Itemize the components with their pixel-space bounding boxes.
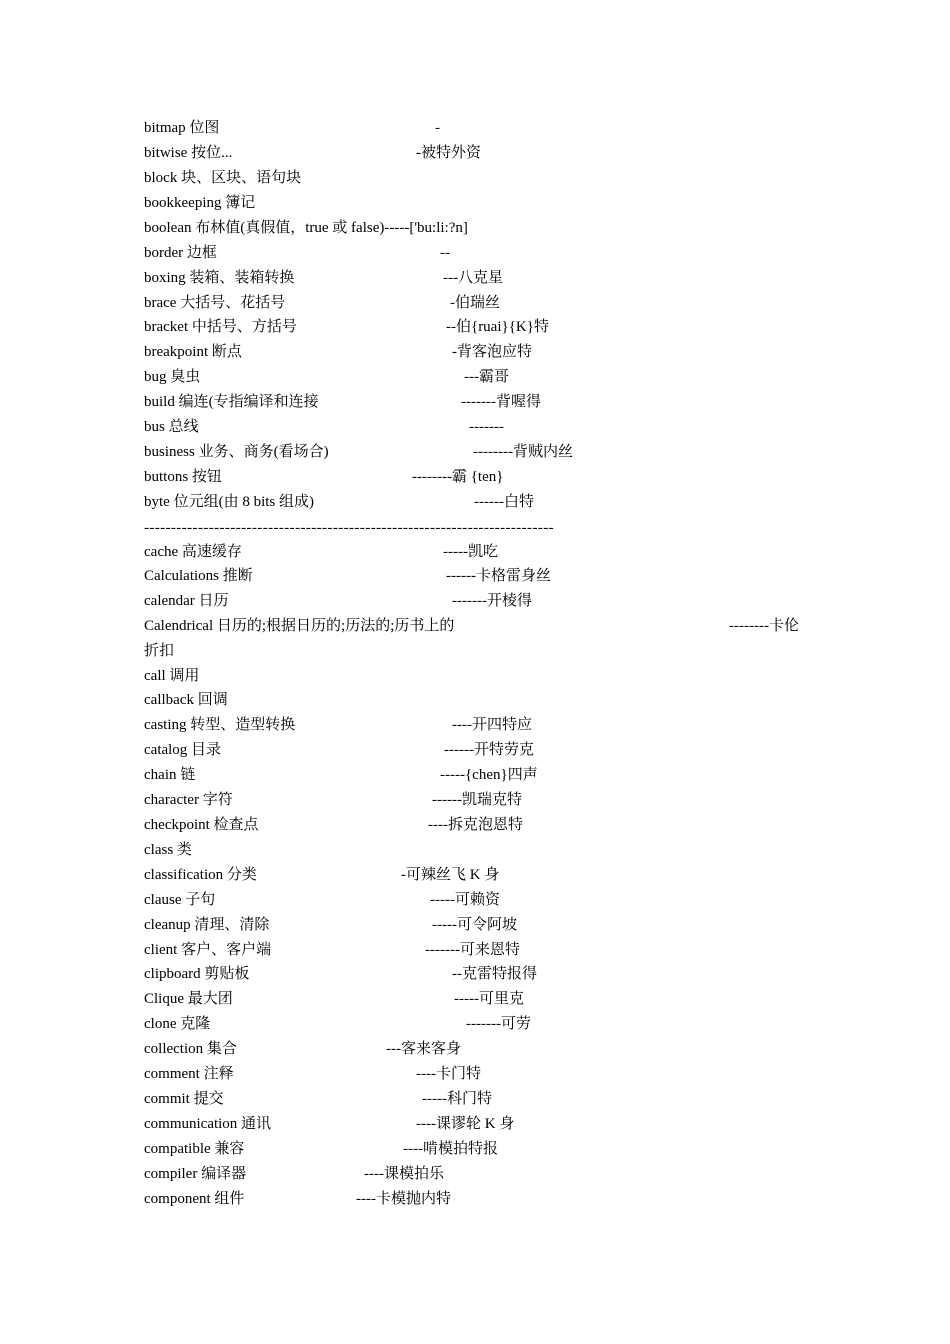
entry-term: bitmap 位图 [144, 120, 220, 136]
entry-pronunciation: --------霸 {ten} [412, 469, 504, 485]
entry-term: 折扣 [144, 643, 175, 659]
entry-term: component 组件 [144, 1191, 245, 1207]
entry-pronunciation: -----科门特 [422, 1091, 492, 1107]
entry-term: boolean 布林值(真假值，true 或 false)-----['bu:li:?n] [144, 220, 468, 236]
entry-term: cleanup 清理、清除 [144, 917, 270, 933]
entry-term: bus 总线 [144, 419, 199, 435]
entry-term: breakpoint 断点 [144, 344, 242, 360]
entry-term: bitwise 按位... [144, 145, 233, 161]
entry-pronunciation: -------开棱得 [452, 593, 532, 609]
entry-term: build 编连(专指编译和连接 [144, 394, 319, 410]
entry-pronunciation: -----凯吃 [443, 544, 498, 560]
entry-term: casting 转型、造型转换 [144, 717, 296, 733]
entry-term: bug 臭虫 [144, 369, 201, 385]
entry-pronunciation: ----卡门特 [416, 1066, 481, 1082]
entry-term: compiler 编译器 [144, 1166, 247, 1182]
entry-term: brace 大括号、花括号 [144, 295, 286, 311]
entry-term: class 类 [144, 842, 192, 858]
entry-term: calendar 日历 [144, 593, 229, 609]
entry-pronunciation: ---客来客身 [386, 1041, 461, 1057]
entry-term: bracket 中括号、方括号 [144, 319, 297, 335]
entry-pronunciation: --------卡伦 [729, 618, 799, 634]
entry-pronunciation: -- [440, 245, 450, 261]
entry-term: chain 链 [144, 767, 196, 783]
entry-term: byte 位元组(由 8 bits 组成) [144, 494, 314, 510]
entry-term: block 块、区块、语句块 [144, 170, 302, 186]
entry-pronunciation: -可辣丝飞 K 身 [401, 867, 500, 883]
entry-term: Calculations 推断 [144, 568, 253, 584]
entry-term: clone 克隆 [144, 1016, 211, 1032]
entry-term: bookkeeping 簿记 [144, 195, 256, 211]
entry-pronunciation: ---霸哥 [464, 369, 509, 385]
entry-pronunciation: -----可赖资 [430, 892, 500, 908]
entry-term: boxing 装箱、装箱转换 [144, 270, 295, 286]
entry-pronunciation: ----课谬轮 K 身 [416, 1116, 515, 1132]
entry-pronunciation: -----可令阿坡 [432, 917, 517, 933]
entry-term: classification 分类 [144, 867, 257, 883]
entry-pronunciation: ----啃模拍特报 [403, 1141, 498, 1157]
entry-pronunciation: ----开四特应 [452, 717, 532, 733]
entry-term: client 客户、客户端 [144, 942, 272, 958]
entry-pronunciation: ----卡模抛内特 [356, 1191, 451, 1207]
entry-term: character 字符 [144, 792, 233, 808]
entry-term: clause 子句 [144, 892, 216, 908]
entry-pronunciation: -----{chen}四声 [440, 767, 538, 783]
entry-term: comment 注释 [144, 1066, 234, 1082]
entry-term: cache 高速缓存 [144, 544, 242, 560]
entry-term: Clique 最大团 [144, 991, 233, 1007]
entry-pronunciation: --------背贼内丝 [473, 444, 573, 460]
entry-pronunciation: -------可劳 [466, 1016, 531, 1032]
entry-pronunciation: ---八克星 [443, 270, 503, 286]
entry-pronunciation: -------可来恩特 [425, 942, 520, 958]
entry-term: Calendrical 日历的;根据日历的;历法的;历书上的 [144, 618, 455, 634]
entry-pronunciation: -被特外资 [416, 145, 481, 161]
entry-term: commit 提交 [144, 1091, 224, 1107]
entry-pronunciation: ------白特 [474, 494, 534, 510]
entry-term: checkpoint 检查点 [144, 817, 259, 833]
entry-term: call 调用 [144, 668, 200, 684]
entry-pronunciation: -背客泡应特 [452, 344, 532, 360]
entry-pronunciation: -----可里克 [454, 991, 524, 1007]
entry-pronunciation: -伯瑞丝 [450, 295, 500, 311]
entry-term: clipboard 剪贴板 [144, 966, 250, 982]
entry-pronunciation: ----拆克泡恩特 [428, 817, 523, 833]
entry-pronunciation: ------- [469, 419, 504, 435]
entry-term: catalog 目录 [144, 742, 222, 758]
entry-pronunciation: - [435, 120, 440, 136]
entry-pronunciation: ------卡格雷身丝 [446, 568, 551, 584]
entry-term: collection 集合 [144, 1041, 237, 1057]
entry-pronunciation: -------背喔得 [461, 394, 541, 410]
entry-pronunciation: --克雷特报得 [452, 966, 537, 982]
entry-term: business 业务、商务(看场合) [144, 444, 329, 460]
entry-term: callback 回调 [144, 692, 228, 708]
entry-pronunciation: --伯{ruai}{K}特 [446, 319, 549, 335]
entry-pronunciation: ----课模拍乐 [364, 1166, 444, 1182]
entry-pronunciation: ------凯瑞克特 [432, 792, 522, 808]
entry-term: communication 通讯 [144, 1116, 272, 1132]
entry-term: border 边框 [144, 245, 217, 261]
entry-term: buttons 按钮 [144, 469, 222, 485]
entry-pronunciation: ------开特劳克 [444, 742, 534, 758]
entry-term: compatible 兼容 [144, 1141, 245, 1157]
section-divider: ---------------------------------------------------------------------------- [144, 520, 555, 536]
